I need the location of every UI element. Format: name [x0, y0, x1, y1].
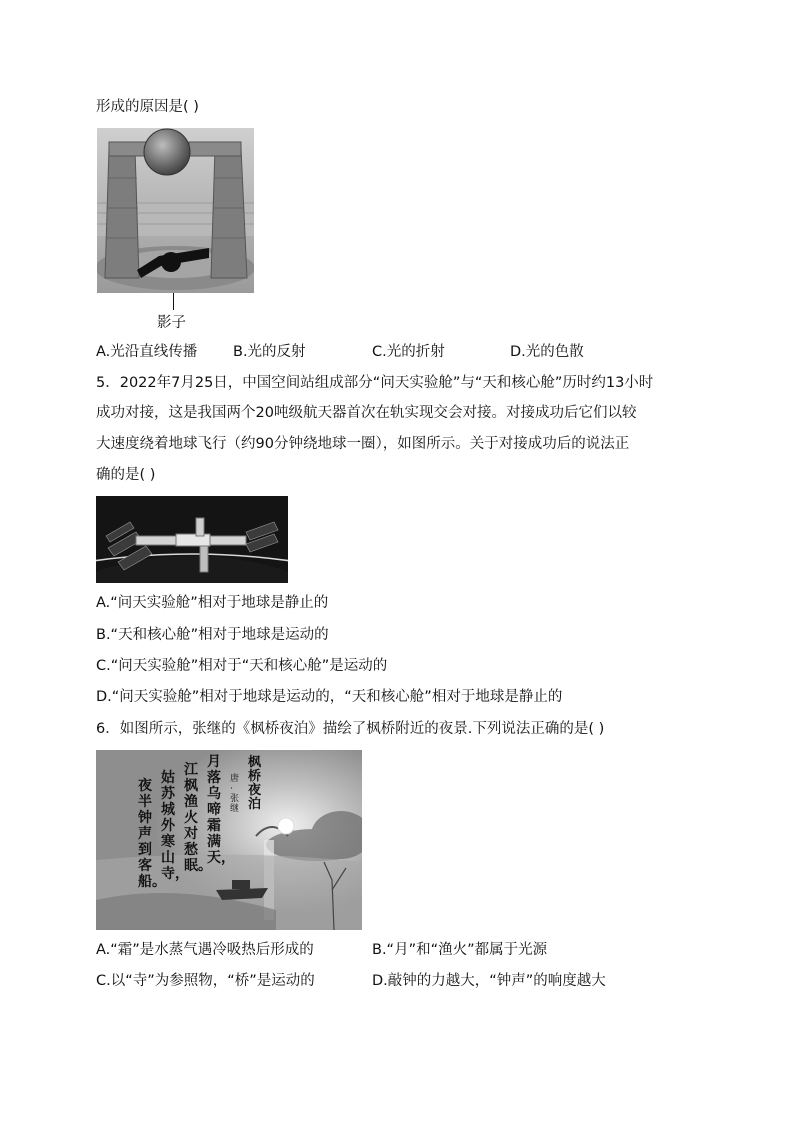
sundial-illustration	[97, 128, 254, 293]
q6-option-c[interactable]: C.以“寺”为参照物，“桥”是运动的	[96, 973, 315, 989]
q4-stem-tail: 形成的原因是( )	[96, 99, 199, 115]
space-station-figure	[96, 496, 288, 583]
sundial-figure	[97, 128, 254, 293]
q6-option-b[interactable]: B.“月”和“渔火”都属于光源	[372, 942, 548, 958]
poem-title: 枫桥夜泊	[248, 755, 262, 812]
figure-caption: 影子	[157, 315, 186, 331]
q6-stem: 6．如图所示，张继的《枫桥夜泊》描绘了枫桥附近的夜景.下列说法正确的是( )	[96, 721, 605, 737]
q6-option-d[interactable]: D.敲钟的力越大，“钟声”的响度越大	[372, 973, 606, 989]
q5-option-b[interactable]: B.“天和核心舱”相对于地球是运动的	[96, 627, 329, 643]
caption-pointer-line	[173, 293, 174, 310]
poem-line-2: 江枫渔火对愁眠。	[184, 762, 212, 874]
q5-stem-line-2: 成功对接，这是我国两个20吨级航天器首次在轨实现交会对接。对接成功后它们以较	[96, 405, 637, 421]
space-station-illustration	[96, 496, 288, 583]
poem-author: 唐·张继	[230, 774, 240, 814]
q4-option-b[interactable]: B.光的反射	[233, 344, 306, 360]
q6-option-a[interactable]: A.“霜”是水蒸气遇冷吸热后形成的	[96, 942, 314, 958]
q5-option-a[interactable]: A.“问天实验舱”相对于地球是静止的	[96, 595, 329, 611]
q4-option-c[interactable]: C.光的折射	[372, 344, 445, 360]
q4-option-a[interactable]: A.光沿直线传播	[96, 344, 198, 360]
poem-line-3: 姑苏城外寒山寺，	[161, 770, 189, 882]
q5-option-d[interactable]: D.“问天实验舱”相对于地球是运动的，“天和核心舱”相对于地球是静止的	[96, 689, 563, 705]
poem-line-1: 月落乌啼霜满天，	[207, 754, 235, 866]
q5-stem-line-4: 确的是( )	[96, 467, 156, 483]
maple-bridge-figure	[96, 750, 362, 930]
poem-line-4: 夜半钟声到客船。	[138, 778, 166, 890]
q5-stem-line-3: 大速度绕着地球飞行（约90分钟绕地球一圈），如图所示。关于对接成功后的说法正	[96, 436, 630, 452]
night-scene-illustration	[96, 750, 362, 930]
q4-option-d[interactable]: D.光的色散	[510, 344, 584, 360]
q5-stem-line-1: 5．2022年7月25日，中国空间站组成部分“问天实验舱”与“天和核心舱”历时约13小时	[96, 375, 654, 391]
q5-option-c[interactable]: C.“问天实验舱”相对于“天和核心舱”是运动的	[96, 658, 388, 674]
